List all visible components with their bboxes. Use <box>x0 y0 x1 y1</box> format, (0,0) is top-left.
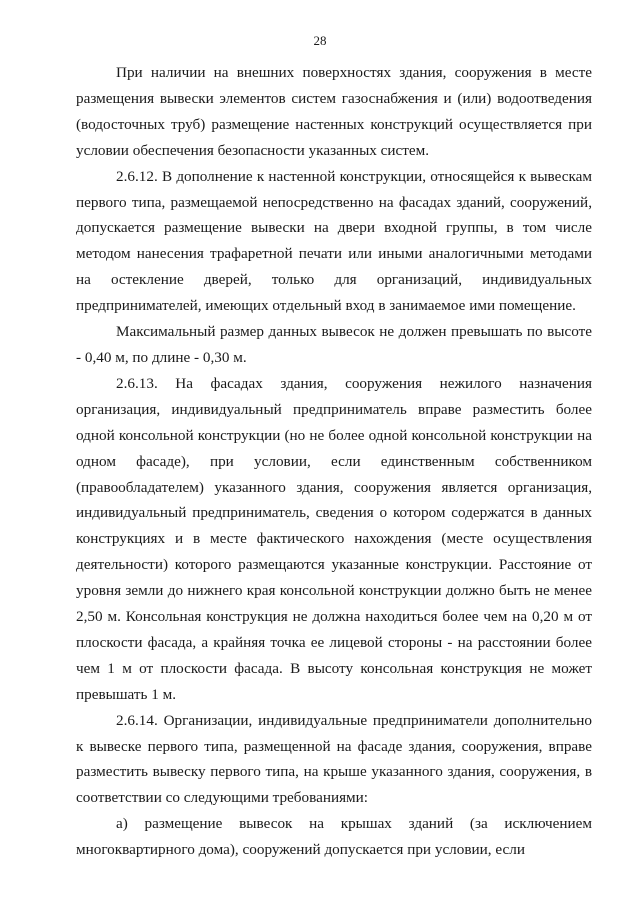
paragraph-item-a: а) размещение вывесок на крышах зданий (за исключением многоквартирного дома), сооружений допускается при условии, если <box>76 815 592 859</box>
paragraph-gas-drainage-safety: При наличии на внешних поверхностях здания, сооружения в месте размещения вывески элементов систем газоснабжения и (или) водоотведения (водосточных труб) размещение настенных конструкций осуществляется при условии обеспечения безопасности указанных систем. <box>76 64 592 159</box>
paragraph-max-size: Максимальный размер данных вывесок не должен превышать по высоте - 0,40 м, по длине - 0,30 м. <box>76 323 592 366</box>
paragraph-2-6-12: 2.6.12. В дополнение к настенной конструкции, относящейся к вывескам первого типа, размещаемой непосредственно на фасадах зданий, сооружений, допускается размещение вывески на двери входной группы, в том числе методом нанесения трафаретной печати или иными аналогичными методами на остекление дверей, только для организаций, индивидуальных предпринимателей, имеющих отдельный вход в занимаемое ими помещение. <box>76 167 592 315</box>
document-body <box>76 60 592 863</box>
page-number: 28 <box>313 33 327 48</box>
paragraph-2-6-13: 2.6.13. На фасадах здания, сооружения нежилого назначения организация, индивидуальный предприниматель вправе разместить более одной консольной конструкции (но не более одной консольной конструкции на одном фасаде), при условии, если единственным собственником (правообладателем) указанного здания, сооружения является организация, индивидуальный предприниматель, сведения о котором содержатся в данных конструкциях и в месте фактического нахождения (месте осуществления деятельности) которого размещаются указанные конструкции. Расстояние от уровня земли до нижнего края консольной конструкции должно быть не менее 2,50 м. Консольная конструкция не должна находиться более чем на 0,20 м от плоскости фасада, а крайняя точка ее лицевой стороны - на расстоянии более чем 1 м от плоскости фасада. В высоту консольная конструкция не может превышать 1 м. <box>76 374 592 703</box>
paragraph-2-6-14: 2.6.14. Организации, индивидуальные предприниматели дополнительно к вывеске первого типа, размещенной на фасаде здания, сооружения, вправе разместить вывеску первого типа, на крыше указанного здания, сооружения, в соответствии со следующими требованиями: <box>76 711 592 807</box>
